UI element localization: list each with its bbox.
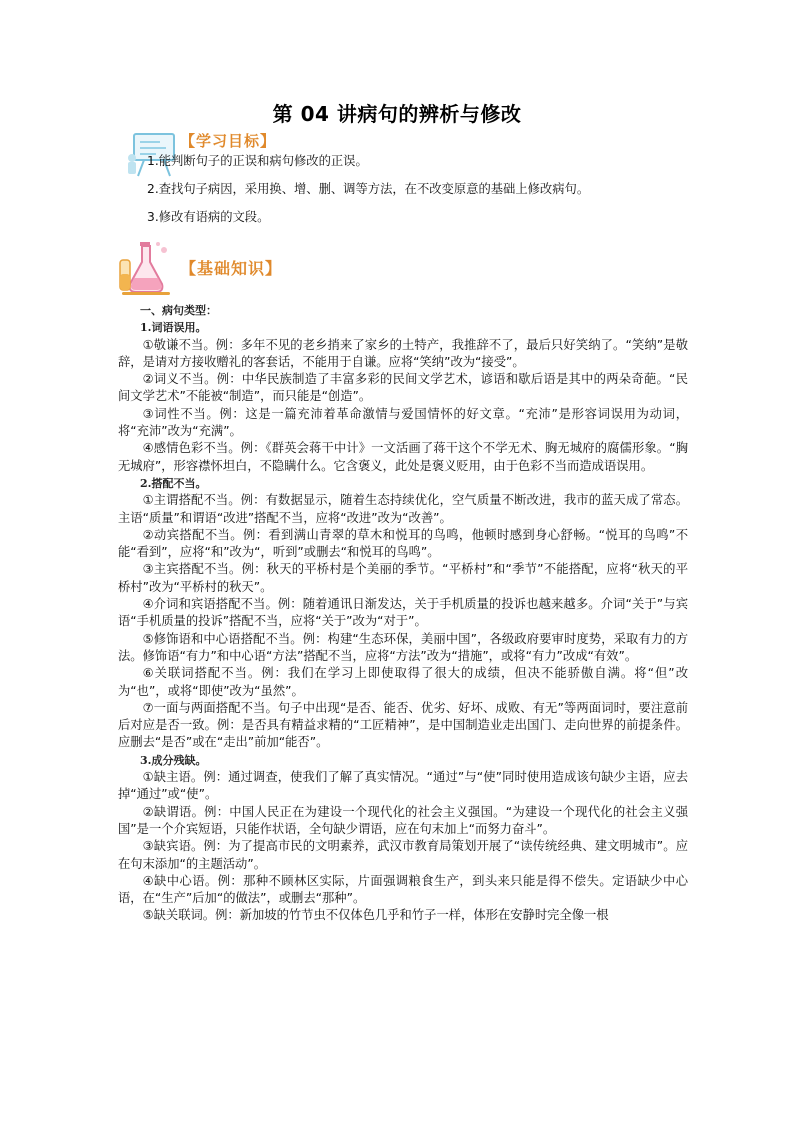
paragraph: ②缺谓语。例：中国人民正在为建设一个现代化的社会主义强国。“为建设一个现代化的社会主义强国”是一个介宾短语，只能作状语，全句缺少谓语，应在句末加上“而努力奋斗”。	[118, 804, 688, 836]
subsection-heading: 2.搭配不当。	[140, 476, 207, 490]
paragraph: ③主宾搭配不当。例：秋天的平桥村是个美丽的季节。“平桥村”和“季节”不能搭配，应将“秋天的平桥村”改为“平桥村的秋天”。	[118, 562, 688, 594]
paragraph: ⑤修饰语和中心语搭配不当。例：构建“生态环保，美丽中国”，各级政府要审时度势，采取有力的方法。修饰语“有力”和中心语“方法”搭配不当，应将“方法”改为“措施”，或将“有力”改成“有效”。	[118, 631, 688, 663]
page-title: 第 04 讲病句的辨析与修改	[272, 102, 522, 126]
paragraph: ⑤缺关联词。例：新加坡的竹节虫不仅体色几乎和竹子一样，体形在安静时完全像一根	[142, 908, 609, 923]
paragraph: ④缺中心语。例：那种不顾林区实际，片面强调粮食生产，到头来只能是得不偿失。定语缺少中心语，在“生产”后加“的做法”，或删去“那种”。	[118, 873, 688, 906]
paragraph: ⑦一面与两面搭配不当。句子中出现“是否、能否、优劣、好坏、成败、有无”等两面词时，要注意前后对应是否一致。例：是否具有精益求精的“工匠精神”，是中国制造业走出国门、走向世界的前提条件。应删去“是否”或在“走出”前加“能否”。	[118, 700, 688, 750]
paragraph: ⑥关联词搭配不当。例：我们在学习上即使取得了很大的成绩，但决不能骄傲自满。将“但”改为“也”，或将“即使”改为“虽然”。	[118, 666, 688, 698]
list-item: 2.查找句子病因，采用换、增、删、调等方法，在不改变原意的基础上修改病句。	[147, 182, 590, 196]
list-item: 1.能判断句子的正误和病句修改的正误。	[147, 154, 368, 168]
paragraph: ①敬谦不当。例：多年不见的老乡捎来了家乡的土特产，我推辞不了，最后只好笑纳了。“笑纳”是敬辞，是请对方接收赠礼的客套话，不能用于自谦。应将“笑纳”改为“接受”。	[118, 337, 688, 369]
learning-goals-heading: 【学习目标】	[180, 132, 277, 150]
paragraph: ①缺主语。例：通过调查，使我们了解了真实情况。“通过”与“使”同时使用造成该句缺少主语，应去掉“通过”或“使”。	[118, 770, 688, 802]
subsection-heading: 3.成分残缺。	[140, 753, 207, 767]
paragraph: ③词性不当。例：这是一篇充沛着革命激情与爱国情怀的好文章。“充沛”是形容词误用为动词，将“充沛”改为“充满”。	[118, 406, 688, 439]
basic-knowledge-heading: 【基础知识】	[180, 259, 283, 278]
flask-icon	[118, 238, 174, 298]
subsection-heading: 1.词语误用。	[140, 321, 207, 335]
paragraph: ②动宾搭配不当。例：看到满山青翠的草木和悦耳的鸟鸣，他顿时感到身心舒畅。“悦耳的鸟鸣”不能“看到”，应将“和”改为“，听到”或删去“和悦耳的鸟鸣”。	[118, 527, 688, 560]
paragraph: ④感情色彩不当。例：《群英会蒋干中计》一文活画了蒋干这个不学无术、胸无城府的腐儒形象。“胸无城府”，形容襟怀坦白，不隐瞒什么。它含褒义，此处是褒义贬用，由于色彩不当而造成语误用。	[118, 441, 688, 473]
paragraph: ③缺宾语。例：为了提高市民的文明素养，武汉市教育局策划开展了“读传统经典、建文明城市”。应在句末添加“的主题活动”。	[118, 839, 688, 871]
subsection-heading: 一、病句类型：	[140, 304, 217, 317]
knowledge-content	[118, 302, 688, 925]
paragraph: ①主谓搭配不当。例：有数据显示，随着生态持续优化，空气质量不断改进，我市的蓝天成了常态。主语“质量”和谓语“改进”搭配不当，应将“改进”改为“改善”。	[118, 493, 688, 525]
paragraph: ②词义不当。例：中华民族制造了丰富多彩的民间文学艺术，谚语和歇后语是其中的两朵奇葩。“民间文学艺术”不能被“制造”，而只能是“创造”。	[118, 372, 688, 404]
list-item: 3.修改有语病的文段。	[147, 210, 270, 224]
paragraph: ④介词和宾语搭配不当。例：随着通讯日渐发达，关于手机质量的投诉也越来越多。介词“关于”与宾语“手机质量的投诉”搭配不当，应将“关于”改为“对于”。	[118, 597, 688, 629]
learning-goals-list	[147, 153, 687, 237]
